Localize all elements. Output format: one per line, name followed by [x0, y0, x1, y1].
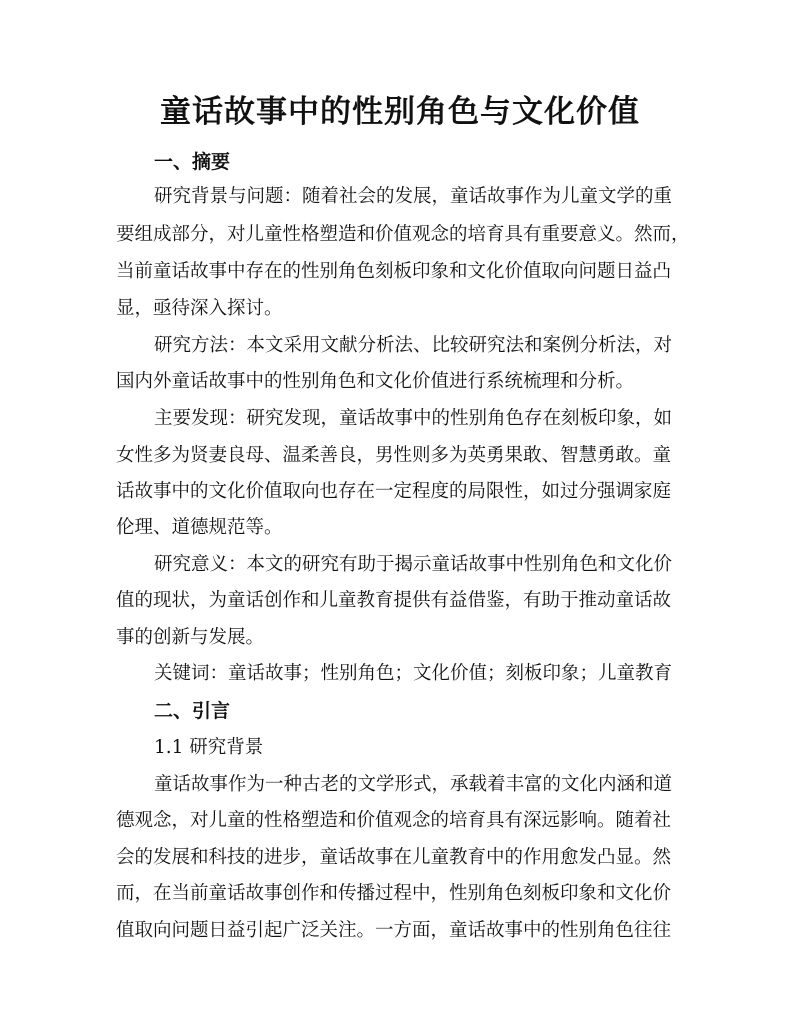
paragraph-line: 事的创新与发展。 — [116, 627, 265, 648]
paragraph-line: 国内外童话故事中的性别角色和文化价值进行系统梳理和分析。 — [116, 371, 635, 392]
section-heading-abstract: 一、摘要 — [154, 151, 231, 173]
document-title: 童话故事中的性别角色与文化价值 — [160, 94, 640, 130]
paragraph-line: 童话故事作为一种古老的文学形式，承载着丰富的文化内涵和道 — [154, 774, 673, 795]
paragraph-line: 研究背景与问题：随着社会的发展，童话故事作为儿童文学的重 — [154, 186, 673, 207]
paragraph-line: 显，亟待深入探讨。 — [116, 298, 283, 319]
paragraph-line: 当前童话故事中存在的性别角色刻板印象和文化价值取向问题日益凸 — [116, 261, 672, 282]
paragraph-line: 研究方法：本文采用文献分析法、比较研究法和案例分析法，对 — [154, 335, 673, 356]
paragraph-line: 而，在当前童话故事创作和传播过程中，性别角色刻板印象和文化价 — [116, 883, 672, 904]
paragraph-line: 主要发现：研究发现，童话故事中的性别角色存在刻板印象，如 — [154, 408, 673, 429]
subsection-heading-background: 1.1 研究背景 — [154, 737, 264, 758]
keywords-line: 关键词：童话故事；性别角色；文化价值；刻板印象；儿童教育 — [154, 663, 673, 684]
paragraph-line: 女性多为贤妻良母、温柔善良，男性则多为英勇果敢、智慧勇敢。童 — [116, 445, 672, 466]
paragraph-line: 话故事中的文化价值取向也存在一定程度的局限性，如过分强调家庭 — [116, 481, 672, 502]
paragraph-line: 值的现状，为童话创作和儿童教育提供有益借鉴，有助于推动童话故 — [116, 590, 672, 611]
section-heading-introduction: 二、引言 — [154, 700, 231, 722]
paragraph-line: 伦理、道德规范等。 — [116, 517, 283, 538]
paragraph-line: 研究意义：本文的研究有助于揭示童话故事中性别角色和文化价 — [154, 554, 673, 575]
paragraph-line: 值取向问题日益引起广泛关注。一方面，童话故事中的性别角色往往 — [116, 920, 672, 941]
paragraph-line: 德观念，对儿童的性格塑造和价值观念的培育具有深远影响。随着社 — [116, 810, 672, 831]
paragraph-line: 要组成部分，对儿童性格塑造和价值观念的培育具有重要意义。然而， — [116, 224, 690, 245]
paragraph-line: 会的发展和科技的进步，童话故事在儿童教育中的作用愈发凸显。然 — [116, 847, 672, 868]
